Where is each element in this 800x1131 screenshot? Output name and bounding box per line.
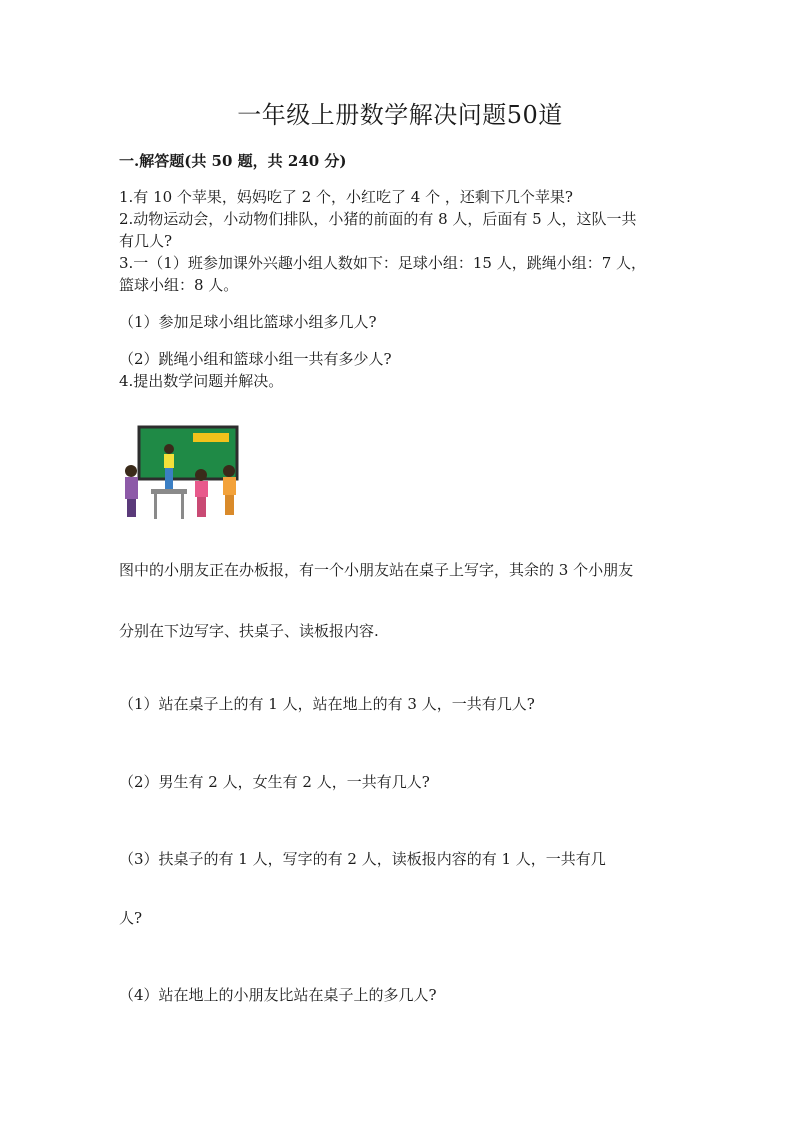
problem-3-text-line-1: 3.一（1）班参加课外兴趣小组人数如下：足球小组：15 人，跳绳小组：7 人，: [119, 254, 647, 272]
child-middle-legs: [197, 497, 206, 517]
problem-3-question-1: （1）参加足球小组比篮球小组多几人?: [119, 313, 377, 331]
child-right-body: [223, 477, 236, 495]
blackboard-sign: [193, 433, 229, 442]
blackboard-illustration: [117, 423, 247, 523]
problem-4-question-3-line-1: （3）扶桌子的有 1 人，写字的有 2 人，读板报内容的有 1 人，一共有几: [119, 850, 606, 868]
problem-4-question-4: （4）站在地上的小朋友比站在桌子上的多几人?: [119, 986, 437, 1004]
child-right-head: [223, 465, 235, 477]
problem-2-text-line-2: 有几人?: [119, 232, 173, 250]
page-title: 一年级上册数学解决问题50道: [237, 101, 563, 129]
problem-4-question-2: （2）男生有 2 人，女生有 2 人，一共有几人?: [119, 773, 430, 791]
problem-4-text: 4.提出数学问题并解决。: [119, 372, 284, 390]
table-leg-right: [181, 494, 184, 519]
problem-1-text: 1.有 10 个苹果，妈妈吃了 2 个，小红吃了 4 个 ，还剩下几个苹果?: [119, 188, 573, 206]
problem-3-text-line-2: 篮球小组：8 人。: [119, 276, 239, 294]
problem-4-question-1: （1）站在桌子上的有 1 人，站在地上的有 3 人，一共有几人?: [119, 695, 535, 713]
problem-4-description-line-1: 图中的小朋友正在办板报，有一个小朋友站在桌子上写字，其余的 3 个小朋友: [119, 561, 634, 579]
child-on-table-head: [164, 444, 174, 454]
problem-4-question-3-line-2: 人?: [119, 909, 143, 927]
table-leg-left: [154, 494, 157, 519]
child-left-legs: [127, 499, 136, 517]
child-on-table-legs: [165, 468, 173, 489]
child-right-legs: [225, 495, 234, 515]
section-heading: 一.解答题(共 50 题，共 240 分): [119, 152, 347, 170]
child-middle-head: [195, 469, 207, 481]
problem-4-description-line-2: 分别在下边写字、扶桌子、读板报内容.: [119, 622, 379, 640]
child-left-body: [125, 477, 138, 499]
table-top: [151, 489, 187, 494]
problem-3-question-2: （2）跳绳小组和篮球小组一共有多少人?: [119, 350, 392, 368]
problem-2-text-line-1: 2.动物运动会，小动物们排队，小猪的前面的有 8 人，后面有 5 人，这队一共: [119, 210, 637, 228]
child-middle-body: [195, 481, 208, 497]
child-on-table-body: [164, 454, 174, 468]
child-left-head: [125, 465, 137, 477]
